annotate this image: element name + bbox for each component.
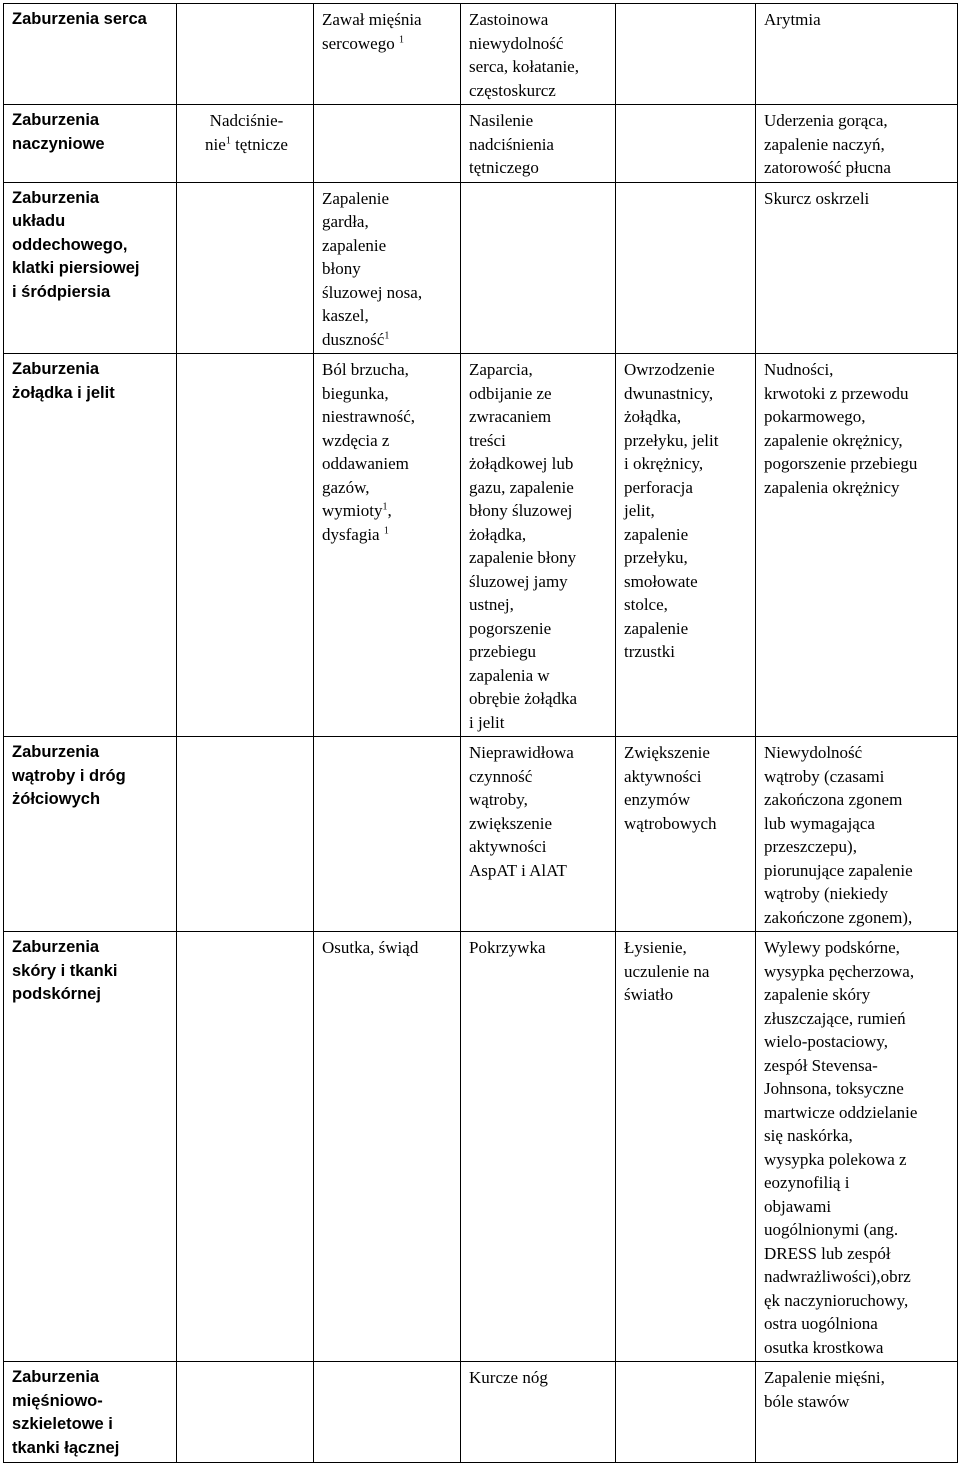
table-row xyxy=(4,1362,958,1463)
frequency-cell xyxy=(616,1362,756,1463)
frequency-cell: Uderzenia gorąca, zapalenie naczyń, zatorowość płucna xyxy=(756,105,958,183)
frequency-cell: Nasilenie nadciśnienia tętniczego xyxy=(461,105,616,183)
organ-class-cell: Zaburzenia mięśniowo- szkieletowe i tkanki łącznej xyxy=(4,1362,177,1463)
table-row xyxy=(4,737,958,932)
footnote-marker: 1 xyxy=(384,329,390,341)
footnote-marker: 1 xyxy=(382,501,388,513)
organ-class-cell: Zaburzenia żołądka i jelit xyxy=(4,354,177,737)
frequency-cell: Owrzodzenie dwunastnicy, żołądka, przełyku, jelit i okrężnicy, perforacja jelit, zapalenie przełyku, smołowate stolce, zapalenie trzustki xyxy=(616,354,756,737)
frequency-cell: Zapalenie gardła, zapalenie błony śluzowej nosa, kaszel, duszność$^1$ xyxy=(314,182,461,354)
organ-class-cell: Zaburzenia skóry i tkanki podskórnej xyxy=(4,932,177,1362)
footnote-marker: 1 xyxy=(383,524,389,536)
frequency-cell xyxy=(177,354,314,737)
frequency-cell: Skurcz oskrzeli xyxy=(756,182,958,354)
frequency-cell: Pokrzywka xyxy=(461,932,616,1362)
frequency-cell: Zwiększenie aktywności enzymów wątrobowych xyxy=(616,737,756,932)
organ-class-cell: Zaburzenia układu oddechowego, klatki piersiowej i śródpiersia xyxy=(4,182,177,354)
table-row xyxy=(4,182,958,354)
frequency-cell xyxy=(314,1362,461,1463)
organ-class-cell: Zaburzenia serca xyxy=(4,4,177,105)
frequency-cell xyxy=(616,4,756,105)
frequency-cell xyxy=(177,1362,314,1463)
frequency-cell: Arytmia xyxy=(756,4,958,105)
frequency-cell: Zastoinowa niewydolność serca, kołatanie, częstoskurcz xyxy=(461,4,616,105)
footnote-marker: 1 xyxy=(398,33,404,45)
frequency-cell: Nudności, krwotoki z przewodu pokarmowego, zapalenie okrężnicy, pogorszenie przebiegu zapalenia okrężnicy xyxy=(756,354,958,737)
frequency-cell: Ból brzucha, biegunka, niestrawność, wzdęcia z oddawaniem gazów, wymioty$^1$, dysfagia $^1$ xyxy=(314,354,461,737)
frequency-cell: Osutka, świąd xyxy=(314,932,461,1362)
organ-class-cell: Zaburzenia naczyniowe xyxy=(4,105,177,183)
footnote-marker: 1 xyxy=(225,134,231,146)
frequency-cell xyxy=(177,4,314,105)
table-row xyxy=(4,105,958,183)
frequency-cell xyxy=(616,105,756,183)
frequency-cell xyxy=(177,932,314,1362)
frequency-cell xyxy=(616,182,756,354)
frequency-cell: Nieprawidłowa czynność wątroby, zwiększenie aktywności AspAT i AlAT xyxy=(461,737,616,932)
frequency-cell: Zaparcia, odbijanie ze zwracaniem treści żołądkowej lub gazu, zapalenie błony śluzowej żołądka, zapalenie błony śluzowej jamy ustnej, pogorszenie przebiegu zapalenia w obrębie żołądka i jelit xyxy=(461,354,616,737)
organ-class-cell: Zaburzenia wątroby i dróg żółciowych xyxy=(4,737,177,932)
frequency-cell: Zawał mięśnia sercowego $^1$ xyxy=(314,4,461,105)
frequency-cell xyxy=(314,105,461,183)
frequency-cell: Kurcze nóg xyxy=(461,1362,616,1463)
frequency-cell xyxy=(461,182,616,354)
frequency-cell: Wylewy podskórne, wysypka pęcherzowa, zapalenie skóry złuszczające, rumień wielo-postaciowy, zespół Stevensa- Johnsona, toksyczne martwicze oddzielanie się naskórka, wysypka polekowa z eozynofilią i objawami uogólnionymi (ang. DRESS lub zespół nadwrażliwości),obrz ęk naczynioruchowy, ostra uogólniona osutka krostkowa xyxy=(756,932,958,1362)
frequency-cell: Łysienie, uczulenie na światło xyxy=(616,932,756,1362)
table-row xyxy=(4,4,958,105)
frequency-cell: Niewydolność wątroby (czasami zakończona zgonem lub wymagająca przeszczepu), piorunujące zapalenie wątroby (niekiedy zakończone zgonem), xyxy=(756,737,958,932)
frequency-cell xyxy=(177,182,314,354)
frequency-cell: Zapalenie mięśni, bóle stawów xyxy=(756,1362,958,1463)
table-row xyxy=(4,354,958,737)
frequency-cell xyxy=(314,737,461,932)
frequency-cell xyxy=(177,737,314,932)
table-row xyxy=(4,932,958,1362)
adverse-reactions-table xyxy=(3,3,958,1463)
frequency-cell: Nadciśnie- nie$^1$ tętnicze xyxy=(177,105,314,183)
